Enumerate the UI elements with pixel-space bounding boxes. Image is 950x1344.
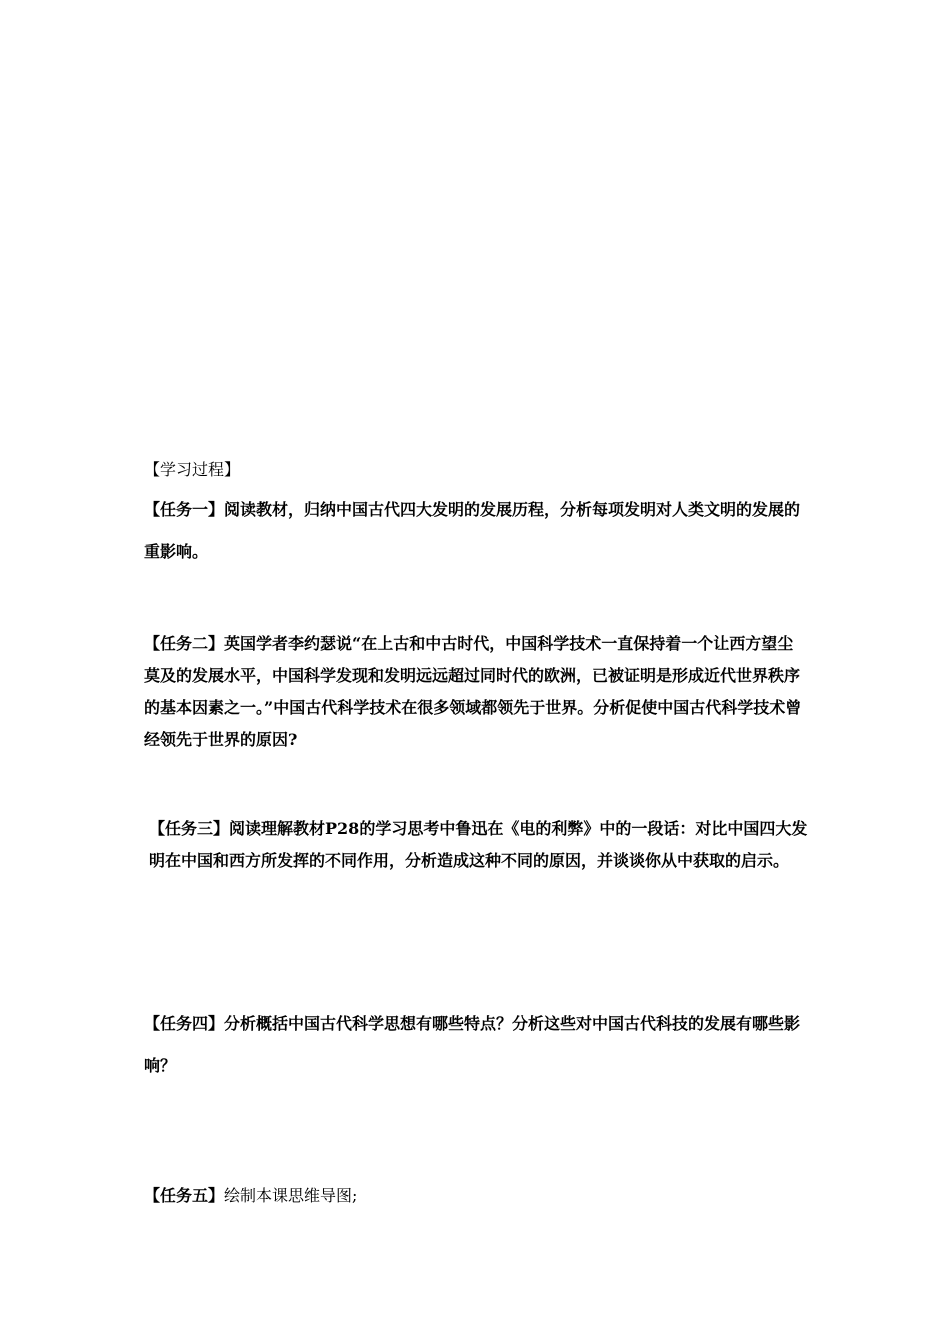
task-4-label: 【任务四】 [144, 1014, 225, 1033]
task-4-text: 分析概括中国古代科学思想有哪些特点？分析这些对中国古代科技的发展有哪些影响？ [144, 1014, 801, 1075]
task-3-label: 【任务三】 [149, 819, 230, 838]
task-1-label: 【任务一】 [144, 500, 225, 519]
task-5-label: 【任务五】 [144, 1186, 225, 1205]
task-5-text: 绘制本课思维导图; [224, 1186, 358, 1205]
section-heading [144, 456, 808, 484]
task-3 [149, 813, 808, 877]
task-3-text: 阅读理解教材P28的学习思考中鲁迅在《电的利弊》中的一段话：对比中国四大发明在中国和西方所发挥的不同作用，分析造成这种不同的原因，并谈谈你从中获取的启示。 [149, 819, 808, 870]
task-4 [144, 1003, 808, 1087]
task-2 [144, 628, 808, 756]
task-1 [144, 489, 808, 573]
task-2-label: 【任务二】 [144, 634, 225, 653]
task-2-text: 英国学者李约瑟说“在上古和中古时代，中国科学技术一直保持着一个让西方望尘莫及的发展水平，中国科学发现和发明远远超过同时代的欧洲，已被证明是形成近代世界秩序的基本因素之一。”中国古代科学技术在很多领域都领先于世界。分析促使中国古代科学技术曾经领先于世界的原因? [144, 634, 802, 749]
task-5 [144, 1180, 808, 1212]
section-heading-text: 【学习过程】 [144, 460, 241, 479]
task-1-text: 阅读教材，归纳中国古代四大发明的发展历程，分析每项发明对人类文明的发展的重影响。 [144, 500, 801, 561]
